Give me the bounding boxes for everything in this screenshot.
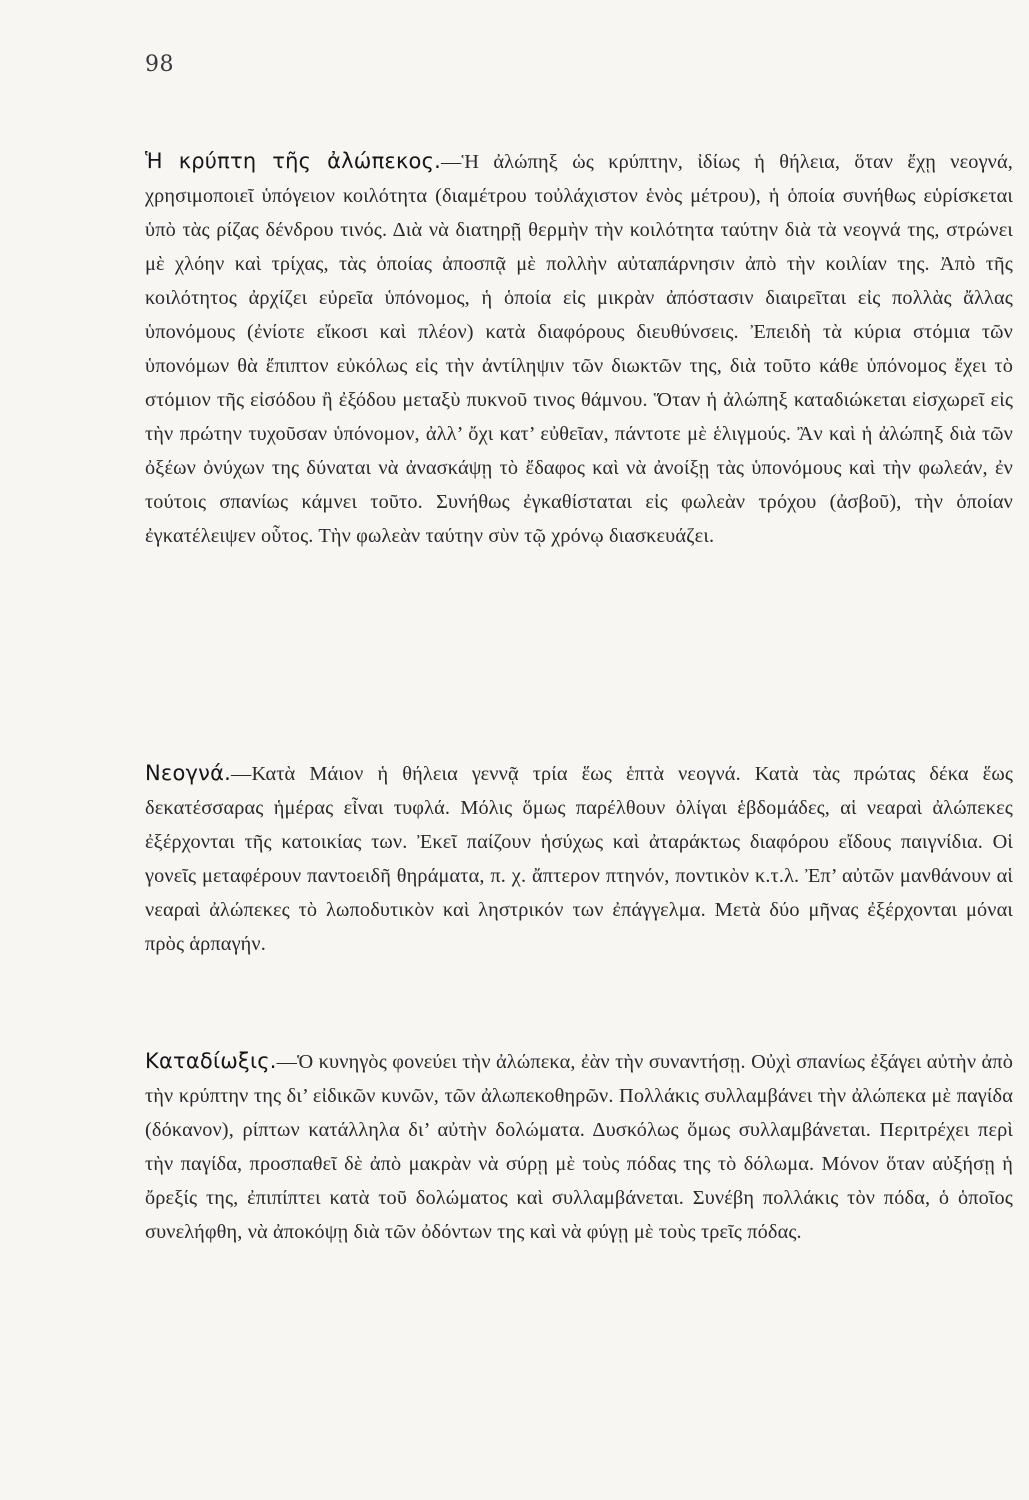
section-heading-fox-den: Ἡ κρύπτη τῆς ἀλώπεκος. bbox=[145, 149, 442, 174]
page-number: 98 bbox=[145, 52, 174, 77]
section-text-fox-den: Ἡ ἀλώπηξ ὡς κρύπτην, ἰδίως ἡ θήλεια, ὅταν ἔχῃ νεογνά, χρησιμοποιεῖ ὑπόγειον κοιλότητα (διαμέτρου τοὐλάχιστον ἑνὸς μέτρου), ἡ ὁποία συνήθως εὑρίσκεται ὑπὸ τὰς ρίζας δένδρου τινός. Διὰ νὰ διατηρῇ θερμὴν τὴν κοιλότητα ταύτην διὰ τὰ νεογνά της, στρώνει μὲ χλόην καὶ τρίχας, τὰς ὁποίας ἀποσπᾷ μὲ πολλὴν αὐταπάρνησιν ἀπὸ τὴν κοιλίαν της. Ἀπὸ τῆς κοιλότητος ἀρχίζει εὐρεῖα ὑπόνομος, ἡ ὁποία εἰς μικρὰν ἀπόστασιν διαιρεῖται εἰς πολλὰς ἄλλας ὑπονόμους (ἐνίοτε εἴκοσι καὶ πλέον) κατὰ διαφόρους διευθύνσεις. Ἐπειδὴ τὰ κύρια στόμια τῶν ὑπονόμων θὰ ἔπιπτον εὐκόλως εἰς τὴν ἀντίληψιν τῶν διωκτῶν της, διὰ τοῦτο κάθε ὑπόνομος ἔχει τὸ στόμιον τῆς εἰσόδου ἢ ἐξόδου μεταξὺ πυκνοῦ τινος θάμνου. Ὅταν ἡ ἀλώπηξ καταδιώκεται εἰσχωρεῖ εἰς τὴν πρώτην τυχοῦσαν ὑπόνομον, ἀλλ’ ὄχι κατ’ εὐθεῖαν, πάντοτε μὲ ἑλιγμούς. Ἂν καὶ ἡ ἀλώπηξ διὰ τῶν ὀξέων ὀνύχων της δύναται νὰ ἀνασκάψῃ τὸ ἔδαφος καὶ νὰ ἀνοίξῃ τὰς ὑπονόμους καὶ τὴν φωλεάν, ἐν τούτοις σπανίως κάμνει τοῦτο. Συνήθως ἐγκαθίσταται εἰς φωλεὰν τρόχου (ἀσβοῦ), τὴν ὁποίαν ἐγκατέλειψεν οὗτος. Τὴν φωλεὰν ταύτην σὺν τῷ χρόνῳ διασκευάζει. bbox=[145, 151, 1013, 548]
section-text-newborns: Κατὰ Μάιον ἡ θήλεια γεννᾷ τρία ἕως ἑπτὰ νεογνά. Κατὰ τὰς πρώτας δέκα ἕως δεκατέσσαρας ἡμέρας εἶναι τυφλά. Μόλις ὅμως παρέλθουν ὀλίγαι ἑβδομάδες, αἱ νεαραὶ ἀλώπεκες ἐξέρχονται τῆς κατοικίας των. Ἐκεῖ παίζουν ἡσύχως καὶ ἀταράκτως διαφόρου εἴδους παιγνίδια. Οἱ γονεῖς μεταφέρουν παντοειδῆ θηράματα, π. χ. ἄπτερον πτηνόν, ποντικὸν κ.τ.λ. Ἐπ’ αὐτῶν μανθάνουν αἱ νεαραὶ ἀλώπεκες τὸ λωποδυτικὸν καὶ ληστρικόν των ἐπάγγελμα. Μετὰ δύο μῆνας ἐξέρχονται μόναι πρὸς ἁρπαγήν. bbox=[145, 763, 1013, 956]
paragraph-newborns bbox=[145, 756, 1013, 961]
section-heading-hunting: Καταδίωξις. bbox=[145, 1049, 277, 1074]
heading-dash: — bbox=[276, 1051, 298, 1074]
paragraph-fox-den bbox=[145, 144, 1013, 553]
section-text-hunting: Ὁ κυνηγὸς φονεύει τὴν ἀλώπεκα, ἐὰν τὴν συναντήσῃ. Οὐχὶ σπανίως ἐξάγει αὐτὴν ἀπὸ τὴν κρύπτην της δι’ εἰδικῶν κυνῶν, τῶν ἀλωπεκοθηρῶν. Πολλάκις συλλαμβάνει τὴν ἀλώπεκα μὲ παγίδα (δόκανον), ρίπτων κατάλληλα δι’ αὐτὴν δολώματα. Δυσκόλως ὅμως συλλαμβάνεται. Περιτρέχει περὶ τὴν παγίδα, προσπαθεῖ δὲ ἀπὸ μακρὰν νὰ σύρῃ μὲ τοὺς πόδας της τὸ δόλωμα. Μόνον ὅταν αὐξήσῃ ἡ ὄρεξίς της, ἐπιπίπτει κατὰ τοῦ δολώματος καὶ συλλαμβάνεται. Συνέβη πολλάκις τὸν πόδα, ὁ ὁποῖος συνελήφθη, νὰ ἀποκόψῃ διὰ τῶν ὀδόντων της καὶ νὰ φύγῃ μὲ τοὺς τρεῖς πόδας. bbox=[145, 1051, 1013, 1244]
heading-dash: — bbox=[231, 763, 252, 786]
heading-dash: — bbox=[441, 151, 462, 174]
paragraph-hunting bbox=[145, 1044, 1013, 1249]
section-heading-newborns: Νεογνά. bbox=[145, 761, 231, 786]
